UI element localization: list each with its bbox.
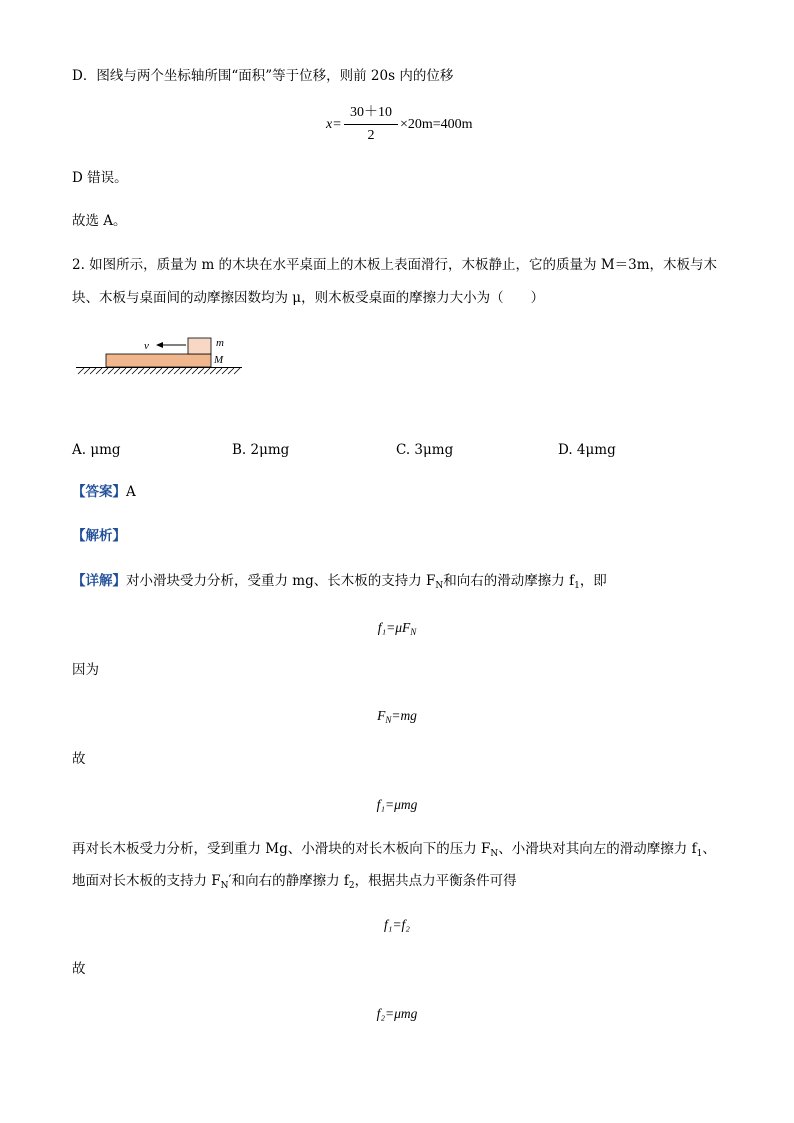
again1-sub-n: N [490,849,499,859]
eq2-rhs: =mg [391,708,417,723]
formula-denominator: 2 [367,128,375,143]
equation-f1-equals-f2: f₁=f₂ [384,917,410,932]
again1b-text: 、小滑块对其向左的滑动摩擦力 f [498,841,697,857]
detail-text-c: ，即 [579,573,607,589]
displacement-formula [326,104,526,150]
velocity-label: v [144,340,149,352]
block-rect [188,338,211,354]
detail-text-b: 和向右的滑动摩擦力 f [443,573,575,589]
again2b-text: ′和向右的静摩擦力 f [228,873,349,889]
formula-numerator: 30＋10 [350,105,392,120]
eq2-main: F [377,708,386,723]
q2-line-2: 块、木板与桌面间的动摩擦因数均为 μ，则木板受桌面的摩擦力大小为（ ） [72,290,545,306]
board-rect [106,354,211,367]
d-option-text: D．图线与两个坐标轴所围“面积”等于位移，则前 20s 内的位移 [72,68,454,84]
eq2-sub: N [385,715,392,725]
d-wrong-text: D 错误。 [72,170,128,186]
analysis-row [72,526,126,546]
answer-value: A [126,484,136,500]
again1-sub-1: 1 [696,849,703,859]
again-line-1 [72,839,716,864]
formula-lhs: x= [326,117,342,132]
again1-text: 再对长木板受力分析，受到重力 Mg、小滑块的对长木板向下的压力 F [72,841,491,857]
option-a: A. μmg [72,442,121,458]
block-on-board-figure [72,332,247,380]
detail-sub-1: 1 [574,581,580,591]
answer-row [72,482,136,502]
detail-label: 【详解】 [72,573,126,589]
eq1-main: f₁=μF [377,620,411,635]
analysis-label: 【解析】 [72,528,126,544]
equation-friction-1 [0,618,794,642]
formula-rhs: ×20m=400m [400,117,473,132]
detail-text: 对小滑块受力分析，受重力 mg、长木板的支持力 F [126,573,436,589]
choose-text: 故选 A。 [72,213,127,229]
equation-normal-force [0,706,794,730]
so-text-1: 故 [72,751,86,767]
option-c: C. 3μmg [396,442,454,458]
mass-m-label: m [216,337,224,349]
equation-f2-result: f₂=μmg [376,1006,418,1021]
again2c-text: ，根据共点力平衡条件可得 [354,873,517,889]
again2-sub-2: 2 [348,881,355,891]
equation-friction-mumg: f₁=μmg [376,797,418,812]
again-line-2 [72,871,517,896]
fraction-bar [344,124,398,125]
formula-fraction [344,104,398,145]
option-d: D. 4μmg [558,442,616,458]
again2-text: 地面对长木板的支持力 F [72,873,221,889]
ground-hatch [78,368,240,374]
q2-line-1: 2. 如图所示，质量为 m 的木块在水平桌面上的木板上表面滑行，木板静止，它的质量为 M＝3m，木板与木 [72,257,718,273]
option-b: B. 2μmg [232,442,290,458]
again1c-text: 、 [702,841,716,857]
detail-sub-n: N [435,581,444,591]
eq1-sub: N [410,627,417,637]
answer-label: 【答案】 [72,484,126,500]
arrow-head [156,342,163,348]
mass-M-label: M [214,354,224,366]
again2-sub-n: N [220,881,229,891]
because-text: 因为 [72,662,99,678]
detail-row [72,571,607,596]
so-text-2: 故 [72,961,86,977]
